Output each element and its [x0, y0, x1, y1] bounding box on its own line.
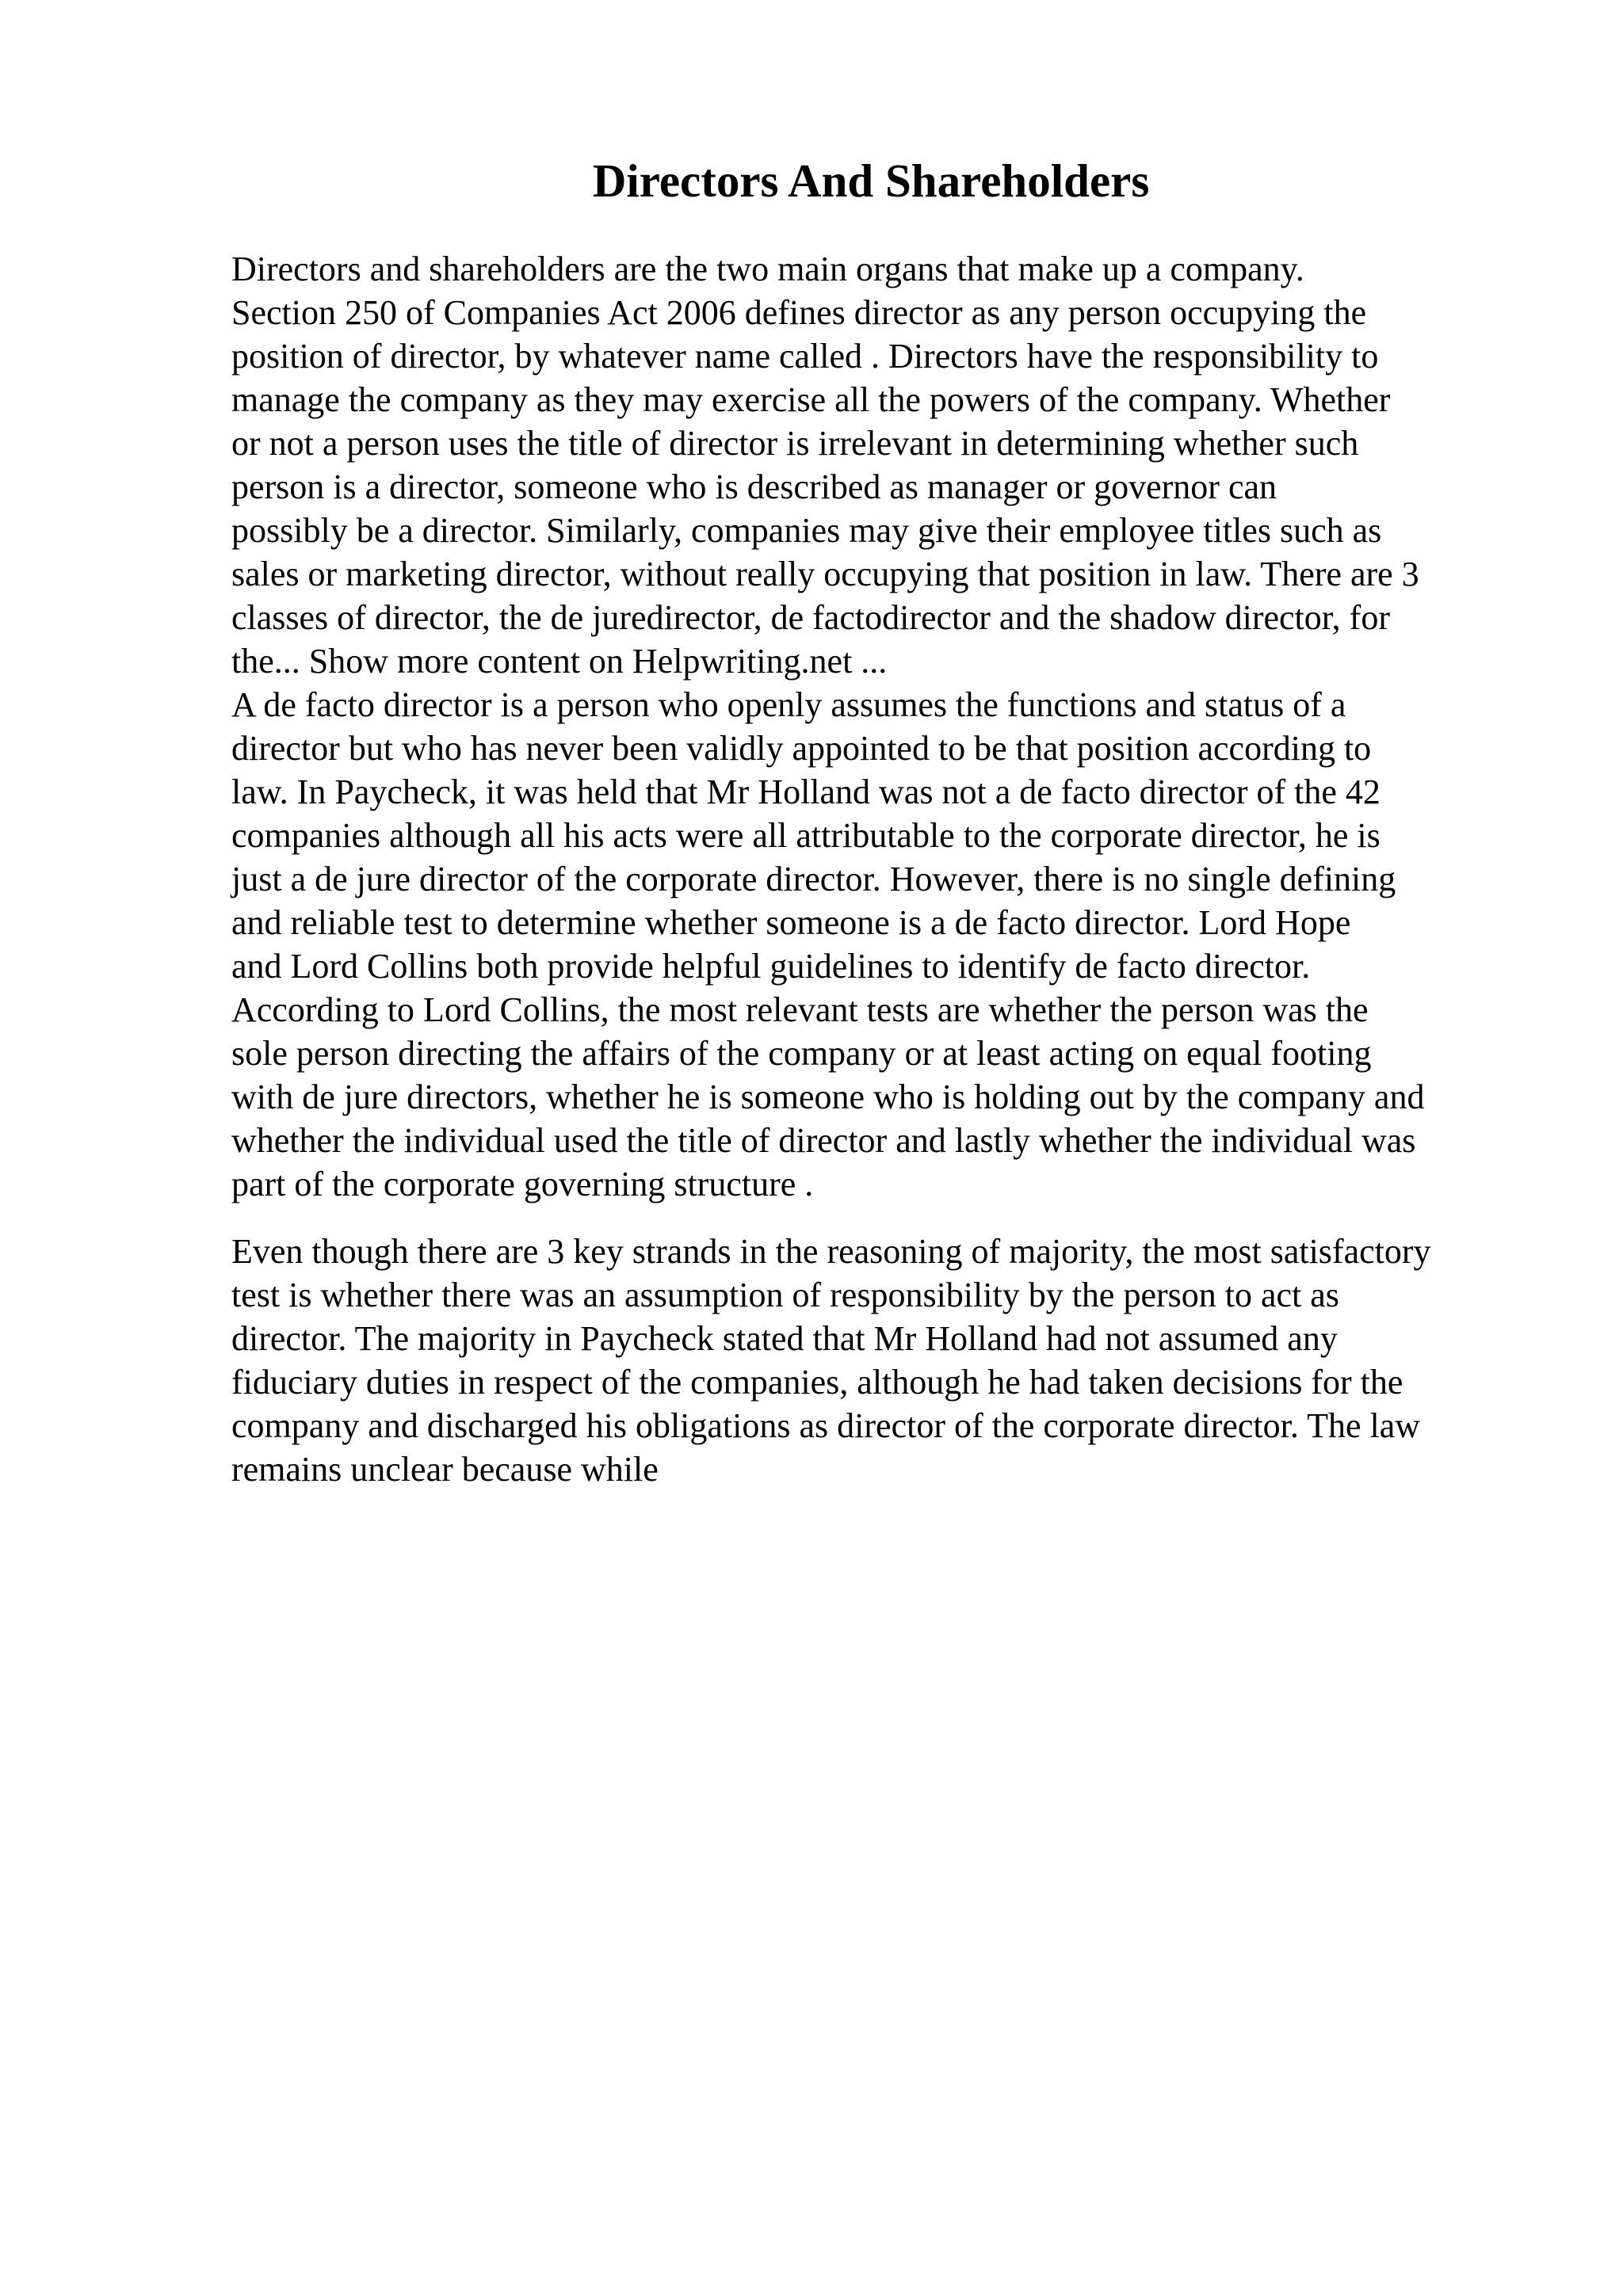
paragraph-block-2	[231, 1230, 1431, 1491]
text-line: person is a director, someone who is described as manager or governor can	[231, 467, 1277, 506]
text-line: possibly be a director. Similarly, companies may give their employee titles such as	[231, 511, 1382, 550]
text-line: just a de jure director of the corporate director. However, there is no single defining	[231, 860, 1396, 898]
paragraph-block-1	[231, 247, 1424, 1206]
show-more-line: the... Show more content on Helpwriting.net ...	[231, 642, 888, 681]
text-line: companies although all his acts were all attributable to the corporate director, he is	[231, 816, 1381, 855]
document-title: Directors And Shareholders	[592, 154, 1150, 207]
text-line: director but who has never been validly appointed to be that position according to	[231, 729, 1372, 768]
text-line: and Lord Collins both provide helpful guidelines to identify de facto director.	[231, 947, 1311, 986]
text-line: sole person directing the affairs of the company or at least acting on equal footing	[231, 1034, 1372, 1073]
text-line: Directors and shareholders are the two main organs that make up a company.	[231, 250, 1304, 288]
text-line: position of director, by whatever name called . Directors have the responsibility to	[231, 337, 1379, 376]
text-line: test is whether there was an assumption of responsibility by the person to act as	[231, 1276, 1339, 1314]
text-line: with de jure directors, whether he is someone who is holding out by the company and	[231, 1077, 1425, 1116]
text-line: Section 250 of Companies Act 2006 defines director as any person occupying the	[231, 293, 1367, 332]
text-line: and reliable test to determine whether someone is a de facto director. Lord Hope	[231, 903, 1351, 942]
text-line: fiduciary duties in respect of the companies, although he had taken decisions for the	[231, 1363, 1403, 1402]
text-line: or not a person uses the title of director is irrelevant in determining whether such	[231, 424, 1359, 463]
text-line: part of the corporate governing structure .	[231, 1165, 814, 1203]
text-line: Even though there are 3 key strands in the reasoning of majority, the most satisfactory	[231, 1232, 1431, 1271]
text-line: law. In Paycheck, it was held that Mr Holland was not a de facto director of the 42	[231, 772, 1381, 811]
text-line: company and discharged his obligations as director of the corporate director. The law	[231, 1406, 1421, 1445]
text-line: classes of director, the de juredirector, de factodirector and the shadow director, for	[231, 598, 1390, 637]
text-line: A de facto director is a person who openly assumes the functions and status of a	[231, 685, 1346, 724]
text-line: According to Lord Collins, the most relevant tests are whether the person was the	[231, 990, 1369, 1029]
text-line: manage the company as they may exercise all the powers of the company. Whether	[231, 380, 1391, 419]
text-line: director. The majority in Paycheck stated that Mr Holland had not assumed any	[231, 1319, 1338, 1358]
text-line: sales or marketing director, without really occupying that position in law. There are 3	[231, 555, 1419, 593]
text-line: remains unclear because while	[231, 1450, 659, 1489]
text-line: whether the individual used the title of director and lastly whether the individual was	[231, 1121, 1416, 1160]
